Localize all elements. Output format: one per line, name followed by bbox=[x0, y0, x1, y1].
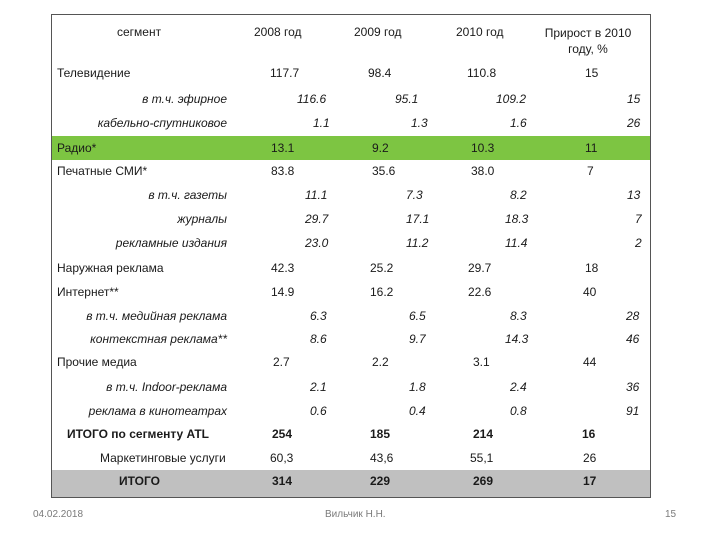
header-2008: 2008 год bbox=[254, 25, 302, 39]
cell-v2010: 29.7 bbox=[468, 261, 492, 275]
cell-v2010: 38.0 bbox=[471, 164, 495, 178]
cell-v2009: 43,6 bbox=[370, 451, 394, 465]
cell-growth: 91 bbox=[626, 404, 640, 418]
row-label: Печатные СМИ* bbox=[57, 164, 148, 178]
cell-v2009: 17.1 bbox=[406, 212, 430, 226]
cell-v2010: 18.3 bbox=[505, 212, 529, 226]
cell-v2010: 2.4 bbox=[510, 380, 527, 394]
header-2010: 2010 год bbox=[456, 25, 504, 39]
cell-growth: 7 bbox=[587, 164, 594, 178]
cell-v2008: 60,3 bbox=[270, 451, 294, 465]
header-growth: Прирост в 2010 году, % bbox=[544, 26, 632, 56]
cell-growth: 7 bbox=[635, 212, 642, 226]
cell-v2010: 8.2 bbox=[510, 188, 527, 202]
cell-growth: 18 bbox=[585, 261, 599, 275]
cell-v2010: 269 bbox=[473, 474, 494, 488]
cell-v2010: 110.8 bbox=[467, 66, 497, 80]
cell-v2010: 1.6 bbox=[510, 116, 527, 130]
cell-v2008: 23.0 bbox=[305, 236, 329, 250]
cell-v2009: 9.7 bbox=[409, 332, 426, 346]
cell-growth: 36 bbox=[626, 380, 640, 394]
cell-v2009: 98.4 bbox=[368, 66, 392, 80]
header-2009: 2009 год bbox=[354, 25, 402, 39]
cell-v2010: 10.3 bbox=[471, 141, 495, 155]
cell-v2009: 0.4 bbox=[409, 404, 426, 418]
cell-growth: 2 bbox=[635, 236, 642, 250]
cell-v2008: 29.7 bbox=[305, 212, 329, 226]
cell-v2009: 1.8 bbox=[409, 380, 426, 394]
footer-date: 04.02.2018 bbox=[33, 509, 84, 520]
cell-v2009: 6.5 bbox=[409, 309, 426, 323]
cell-growth: 26 bbox=[583, 451, 597, 465]
cell-v2010: 11.4 bbox=[505, 236, 528, 250]
cell-growth: 15 bbox=[585, 66, 599, 80]
cell-v2010: 22.6 bbox=[468, 285, 492, 299]
cell-v2008: 13.1 bbox=[271, 141, 295, 155]
cell-v2009: 1.3 bbox=[411, 116, 428, 130]
table-frame bbox=[51, 14, 651, 498]
row-label: журналы bbox=[177, 212, 227, 226]
row-label: ИТОГО по сегменту ATL bbox=[67, 427, 209, 441]
header-segment: сегмент bbox=[117, 25, 162, 39]
cell-growth: 13 bbox=[627, 188, 641, 202]
cell-v2010: 214 bbox=[473, 427, 494, 441]
cell-v2008: 14.9 bbox=[271, 285, 295, 299]
cell-growth: 44 bbox=[583, 355, 597, 369]
cell-v2008: 83.8 bbox=[271, 164, 295, 178]
cell-growth: 26 bbox=[627, 116, 641, 130]
cell-v2008: 8.6 bbox=[310, 332, 327, 346]
cell-v2009: 7.3 bbox=[406, 188, 423, 202]
cell-v2008: 117.7 bbox=[270, 66, 300, 80]
row-label: рекламные издания bbox=[115, 236, 227, 250]
cell-v2009: 25.2 bbox=[370, 261, 394, 275]
cell-growth: 11 bbox=[585, 141, 598, 155]
row-label: Интернет** bbox=[57, 285, 119, 299]
cell-v2008: 0.6 bbox=[310, 404, 327, 418]
cell-v2009: 229 bbox=[370, 474, 391, 488]
cell-v2008: 42.3 bbox=[271, 261, 295, 275]
cell-growth: 46 bbox=[626, 332, 640, 346]
cell-v2008: 6.3 bbox=[310, 309, 327, 323]
row-label: ИТОГО bbox=[119, 474, 160, 488]
cell-v2009: 9.2 bbox=[372, 141, 389, 155]
cell-v2008: 314 bbox=[272, 474, 293, 488]
row-label: в т.ч. газеты bbox=[148, 188, 227, 202]
row-label: реклама в кинотеатрах bbox=[88, 404, 227, 418]
row-label: Наружная реклама bbox=[57, 261, 164, 275]
radio-highlight-band bbox=[52, 136, 650, 160]
cell-v2010: 3.1 bbox=[473, 355, 490, 369]
cell-v2009: 16.2 bbox=[370, 285, 394, 299]
cell-v2009: 2.2 bbox=[372, 355, 389, 369]
cell-v2010: 55,1 bbox=[470, 451, 494, 465]
row-label: в т.ч. Indoor-реклама bbox=[106, 380, 227, 394]
cell-v2010: 109.2 bbox=[496, 92, 527, 106]
cell-v2008: 2.7 bbox=[273, 355, 290, 369]
cell-v2008: 254 bbox=[272, 427, 293, 441]
cell-growth: 16 bbox=[582, 427, 596, 441]
cell-v2008: 2.1 bbox=[310, 380, 327, 394]
cell-growth: 15 bbox=[627, 92, 641, 106]
cell-v2010: 8.3 bbox=[510, 309, 527, 323]
row-label: кабельно-спутниковое bbox=[97, 116, 227, 130]
cell-v2009: 35.6 bbox=[372, 164, 396, 178]
cell-v2008: 11.1 bbox=[305, 188, 328, 202]
row-label: в т.ч. эфирное bbox=[142, 92, 227, 106]
cell-growth: 28 bbox=[626, 309, 640, 323]
page-number: 15 bbox=[665, 509, 677, 520]
cell-growth: 17 bbox=[583, 474, 597, 488]
cell-growth: 40 bbox=[583, 285, 597, 299]
cell-v2009: 95.1 bbox=[395, 92, 419, 106]
cell-v2008: 116.6 bbox=[297, 92, 327, 106]
cell-v2009: 11.2 bbox=[406, 236, 429, 250]
cell-v2010: 0.8 bbox=[510, 404, 527, 418]
cell-v2009: 185 bbox=[370, 427, 391, 441]
row-label: в т.ч. медийная реклама bbox=[86, 309, 227, 323]
row-label: Маркетинговые услуги bbox=[100, 451, 226, 465]
row-label: Прочие медиа bbox=[57, 355, 137, 369]
cell-v2008: 1.1 bbox=[313, 116, 330, 130]
cell-v2010: 14.3 bbox=[505, 332, 529, 346]
row-label: контекстная реклама** bbox=[90, 332, 227, 346]
row-label: Радио* bbox=[57, 141, 97, 155]
row-label: Телевидение bbox=[57, 66, 131, 80]
footer-author: Вильчик Н.Н. bbox=[325, 509, 386, 520]
